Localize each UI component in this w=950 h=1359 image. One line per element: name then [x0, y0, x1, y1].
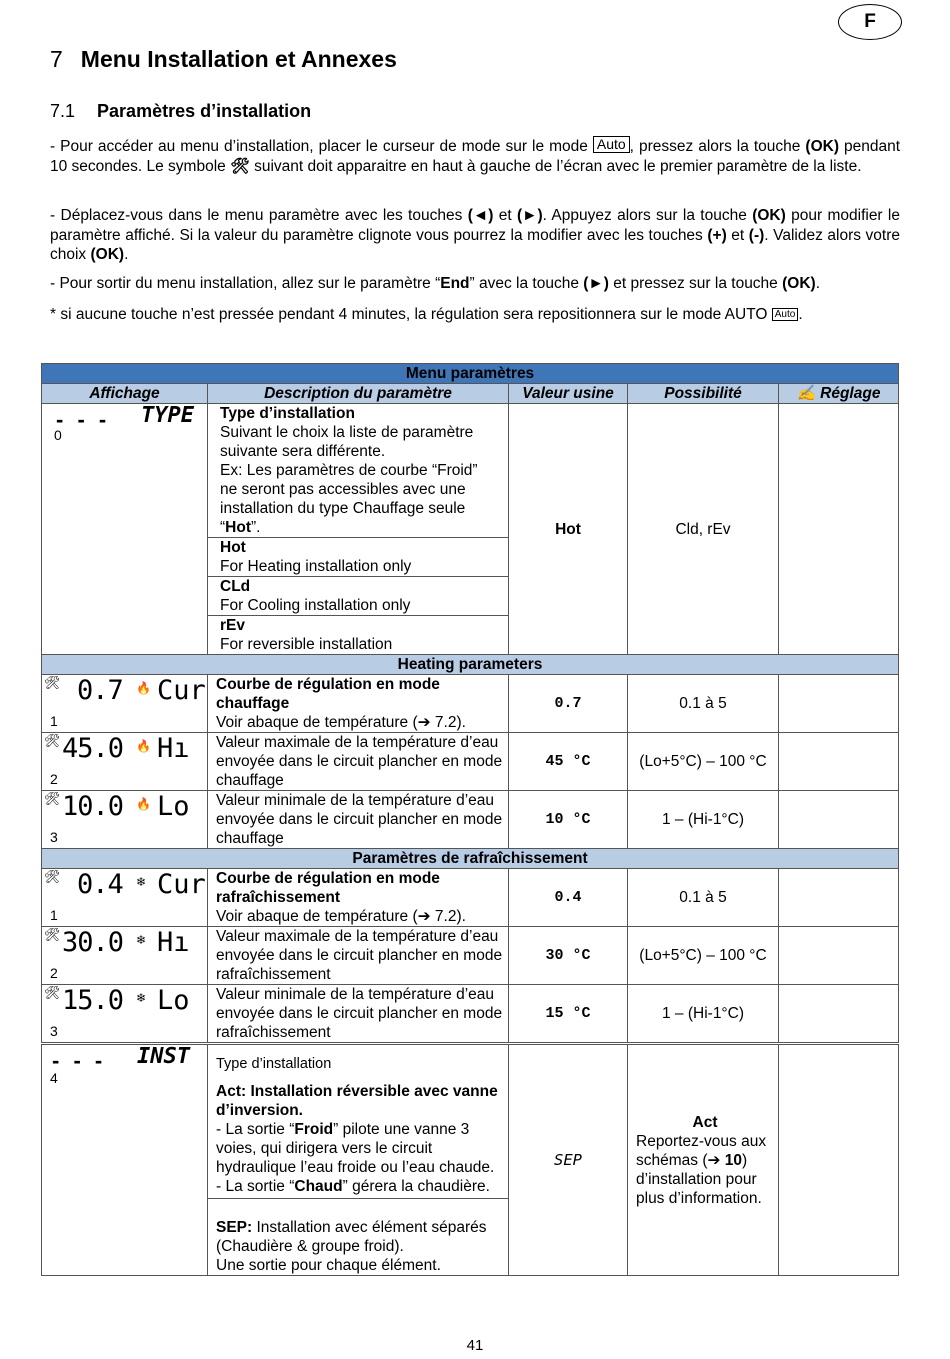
description-cooling-min: Valeur minimale de la température d’eau envoyée dans le circuit plancher en mode rafraîchissement	[208, 985, 509, 1044]
factory-value-heating-max: 45 °C	[509, 733, 628, 791]
factory-value-cooling-max: 30 °C	[509, 927, 628, 985]
setting-cell-heating-curve[interactable]	[779, 675, 899, 733]
section-heading: 7 Menu Installation et Annexes	[50, 46, 397, 72]
lcd-display-inst: - - - INST 4	[42, 1044, 208, 1276]
snowflake-icon: ❄	[136, 933, 147, 947]
cooling-section-title: Paramètres de rafraîchissement	[42, 849, 899, 869]
table-row-inst	[42, 1044, 899, 1276]
col-header-description: Description du paramètre	[208, 384, 509, 404]
table-row-heating-max	[42, 733, 899, 791]
flame-icon: 🔥	[136, 681, 151, 695]
subsection-heading: 7.1 Paramètres d’installation	[50, 101, 312, 121]
lcd-display-heating-max: 🛠 45.0 🔥 Hı 2	[42, 733, 208, 791]
auto-mode-box: Auto	[593, 136, 630, 153]
language-badge: F	[838, 4, 902, 40]
col-header-setting: ✍ Réglage	[779, 384, 899, 404]
col-header-display: Affichage	[42, 384, 208, 404]
table-row-type	[42, 404, 899, 655]
table-title: Menu paramètres	[42, 364, 899, 384]
lcd-display-heating-curve: 🛠 0.7 🔥 Cur 1	[42, 675, 208, 733]
factory-value-heating-curve: 0.7	[509, 675, 628, 733]
paragraph-access: - Pour accéder au menu d’installation, placer le curseur de mode sur le mode Auto , pressez alors la touche (OK) pendant 10 secondes. Le symbole 🛠 suivant doit apparaitre en haut à gauche de l’écran avec le premier paramètre de la liste.	[50, 136, 901, 175]
lcd-display-cooling-curve: 🛠 0.4 ❄ Cur 1	[42, 869, 208, 927]
col-header-factory: Valeur usine	[509, 384, 628, 404]
auto-mode-box-small: Auto	[772, 308, 799, 321]
possible-values-heating-curve: 0.1 à 5	[628, 675, 779, 733]
table-row-heating-curve	[42, 675, 899, 733]
paragraph-navigation: - Déplacez-vous dans le menu paramètre avec les touches (◄) et (►). Appuyez alors sur la touche (OK) pour modifier le paramètre affiché. Si la valeur du paramètre clignote vous pourrez la modifier avec les touches (+) et (-). Validez alors votre choix (OK).	[50, 207, 901, 263]
lcd-display-type: - - - TYPE 0	[42, 404, 208, 655]
description-inst: Type d’installation Act: Installation réversible avec vanne d’inversion. - La sortie “Froid” pilote une vanne 3 voies, qui dirigera vers le circuit hydraulique l’eau froide ou l’eau chaude. - La sortie “Chaud” gérera la chaudière. SEP: Installation avec élément séparés (Chaudière & groupe froid). Une sortie pour chaque élément.	[208, 1044, 509, 1276]
flame-icon: 🔥	[136, 797, 151, 811]
table-row-cooling-min	[42, 985, 899, 1044]
setting-cell-cooling-curve[interactable]	[779, 869, 899, 927]
paragraph-timeout: * si aucune touche n’est pressée pendant 4 minutes, la régulation sera repositionnera sur le mode AUTO Auto .	[50, 306, 803, 323]
flame-icon: 🔥	[136, 739, 151, 753]
possible-values-heating-min: 1 – (Hi-1°C)	[628, 791, 779, 849]
factory-value-heating-min: 10 °C	[509, 791, 628, 849]
paragraph-exit: - Pour sortir du menu installation, allez sur le paramètre “End” avec la touche (►) et pressez sur la touche (OK).	[50, 275, 820, 292]
tool-icon: 🛠	[230, 157, 250, 175]
setting-cell-cooling-max[interactable]	[779, 927, 899, 985]
factory-value-type: Hot	[509, 404, 628, 655]
possible-values-cooling-min: 1 – (Hi-1°C)	[628, 985, 779, 1044]
setting-cell-type[interactable]	[779, 404, 899, 655]
possible-values-cooling-max: (Lo+5°C) – 100 °C	[628, 927, 779, 985]
description-heating-curve: Courbe de régulation en mode chauffage Voir abaque de température (➔ 7.2).	[208, 675, 509, 733]
col-header-possible: Possibilité	[628, 384, 779, 404]
description-heating-min: Valeur minimale de la température d’eau envoyée dans le circuit plancher en mode chauffage	[208, 791, 509, 849]
table-row-cooling-curve	[42, 869, 899, 927]
parameters-table	[41, 363, 899, 1276]
description-cooling-max: Valeur maximale de la température d’eau envoyée dans le circuit plancher en mode rafraîchissement	[208, 927, 509, 985]
setting-cell-heating-max[interactable]	[779, 733, 899, 791]
lcd-display-cooling-max: 🛠 30.0 ❄ Hı 2	[42, 927, 208, 985]
setting-cell-cooling-min[interactable]	[779, 985, 899, 1044]
description-heating-max: Valeur maximale de la température d’eau envoyée dans le circuit plancher en mode chauffage	[208, 733, 509, 791]
setting-cell-inst[interactable]	[779, 1044, 899, 1276]
description-type: Type d’installation Suivant le choix la liste de paramètre suivante sera différente. Ex: Les paramètres de courbe “Froid” ne seront pas accessibles avec une installation du type Chauffage seule “Hot”. Hot For Heating installation only CLd For Cooling installation only rEv For reversible installation	[208, 404, 509, 655]
snowflake-icon: ❄	[136, 991, 147, 1005]
heating-section-title: Heating parameters	[42, 655, 899, 675]
possible-values-heating-max: (Lo+5°C) – 100 °C	[628, 733, 779, 791]
lcd-display-cooling-min: 🛠 15.0 ❄ Lo 3	[42, 985, 208, 1044]
table-row-cooling-max	[42, 927, 899, 985]
factory-value-cooling-min: 15 °C	[509, 985, 628, 1044]
snowflake-icon: ❄	[136, 875, 147, 889]
factory-value-inst: SEP	[509, 1044, 628, 1276]
possible-values-type: Cld, rEv	[628, 404, 779, 655]
description-cooling-curve: Courbe de régulation en mode rafraîchissement Voir abaque de température (➔ 7.2).	[208, 869, 509, 927]
possible-values-cooling-curve: 0.1 à 5	[628, 869, 779, 927]
page-number: 41	[466, 1337, 484, 1354]
factory-value-cooling-curve: 0.4	[509, 869, 628, 927]
possible-values-inst: Act Reportez-vous aux schémas (➔ 10) d’installation pour plus d’information.	[628, 1044, 779, 1276]
setting-cell-heating-min[interactable]	[779, 791, 899, 849]
table-row-heating-min	[42, 791, 899, 849]
lcd-display-heating-min: 🛠 10.0 🔥 Lo 3	[42, 791, 208, 849]
